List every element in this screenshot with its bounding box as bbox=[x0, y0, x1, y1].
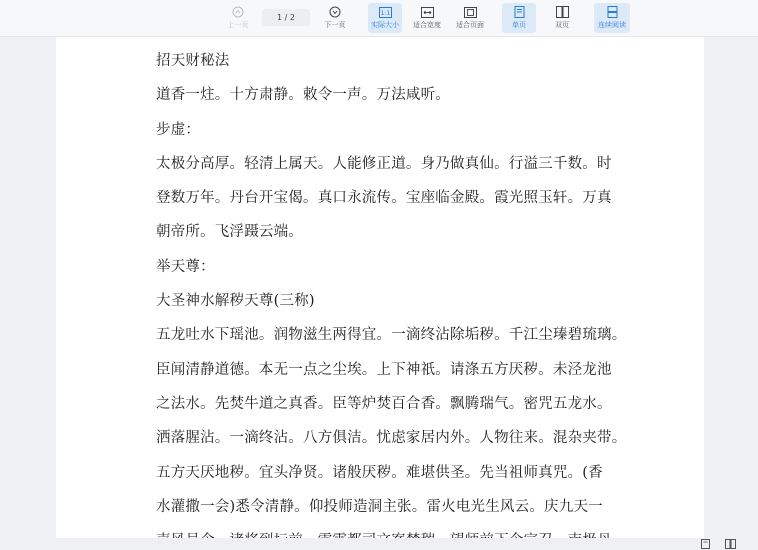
text-line: 太极分高厚。轻清上属天。人能修正道。身乃做真仙。行溢三千数。时 bbox=[156, 155, 612, 172]
text-line: 水灌撒一会)悉令清静。仰投师造洞主张。雷火电光生风云。庆九天一 bbox=[156, 498, 603, 515]
fit-page-button[interactable] bbox=[452, 3, 488, 33]
chevron-down-icon bbox=[329, 6, 341, 18]
continuous-reading-icon bbox=[607, 6, 618, 18]
double-page-button[interactable] bbox=[546, 3, 578, 33]
page-indicator[interactable]: 1 / 2 bbox=[262, 9, 310, 26]
actual-size-label: 实际大小 bbox=[371, 20, 399, 29]
text-line: 五方天厌地秽。宜头净贤。诸般厌秽。难堪供圣。先当祖师真咒。(香 bbox=[156, 464, 603, 481]
fit-width-icon bbox=[421, 7, 434, 18]
text-line: 洒落腥沾。一滴终沾。八方俱洁。忧虑家居内外。人物往来。混杂夹带。 bbox=[156, 430, 627, 447]
actual-size-icon bbox=[379, 7, 392, 18]
chevron-up-icon bbox=[232, 6, 244, 18]
document-text bbox=[156, 50, 626, 550]
continuous-reading-label: 连续阅读 bbox=[598, 21, 626, 29]
next-page-button[interactable] bbox=[318, 3, 352, 33]
text-line: 之法水。先焚牛道之真香。臣等炉焚百合香。飘腾瑞气。密咒五龙水。 bbox=[156, 395, 612, 412]
text-line: 五龙吐水下瑶池。润物滋生两得宜。一滴终沾除垢秽。千江尘瑧碧琉璃。 bbox=[156, 327, 627, 344]
prev-page-label: 上一页 bbox=[227, 21, 249, 29]
text-line: 步虚： bbox=[156, 121, 201, 138]
svg-text:1:1: 1:1 bbox=[380, 9, 390, 17]
single-page-view-icon[interactable] bbox=[701, 539, 710, 549]
double-page-label: 双页 bbox=[555, 21, 569, 29]
single-page-icon bbox=[514, 6, 525, 18]
text-line: 登数万年。丹台开宝偈。真口永流传。宝座临金殿。霞光照玉轩。万真 bbox=[156, 190, 612, 207]
prev-page-button[interactable] bbox=[222, 3, 254, 33]
text-line: 臣闻清静道德。本无一点之尘埃。上下神祇。请涤五方厌秽。未泾龙池 bbox=[156, 361, 612, 378]
text-line: 朝帝所。飞浮蹑云端。 bbox=[156, 224, 303, 241]
single-page-label: 单页 bbox=[512, 21, 526, 29]
fit-page-label: 适合页面 bbox=[456, 20, 484, 29]
text-line: 大圣神水解秽天尊(三称) bbox=[156, 293, 315, 310]
double-page-view-icon[interactable] bbox=[725, 539, 736, 549]
fit-width-label: 适合宽度 bbox=[413, 20, 441, 29]
double-page-icon bbox=[556, 6, 569, 18]
text-line: 招天财秘法 bbox=[156, 53, 230, 69]
text-line: 举天尊： bbox=[156, 258, 215, 275]
fit-width-button[interactable] bbox=[410, 3, 444, 33]
single-page-button[interactable] bbox=[502, 3, 536, 33]
viewer-toolbar bbox=[0, 0, 758, 37]
next-page-label: 下一页 bbox=[324, 21, 346, 29]
text-line: 道香一炷。十方肃静。敕令一声。万法咸听。 bbox=[156, 87, 450, 104]
status-bar bbox=[0, 538, 758, 550]
continuous-reading-button[interactable] bbox=[594, 3, 630, 33]
actual-size-button[interactable] bbox=[368, 3, 402, 33]
document-page bbox=[56, 37, 704, 550]
fit-page-icon bbox=[464, 7, 477, 18]
